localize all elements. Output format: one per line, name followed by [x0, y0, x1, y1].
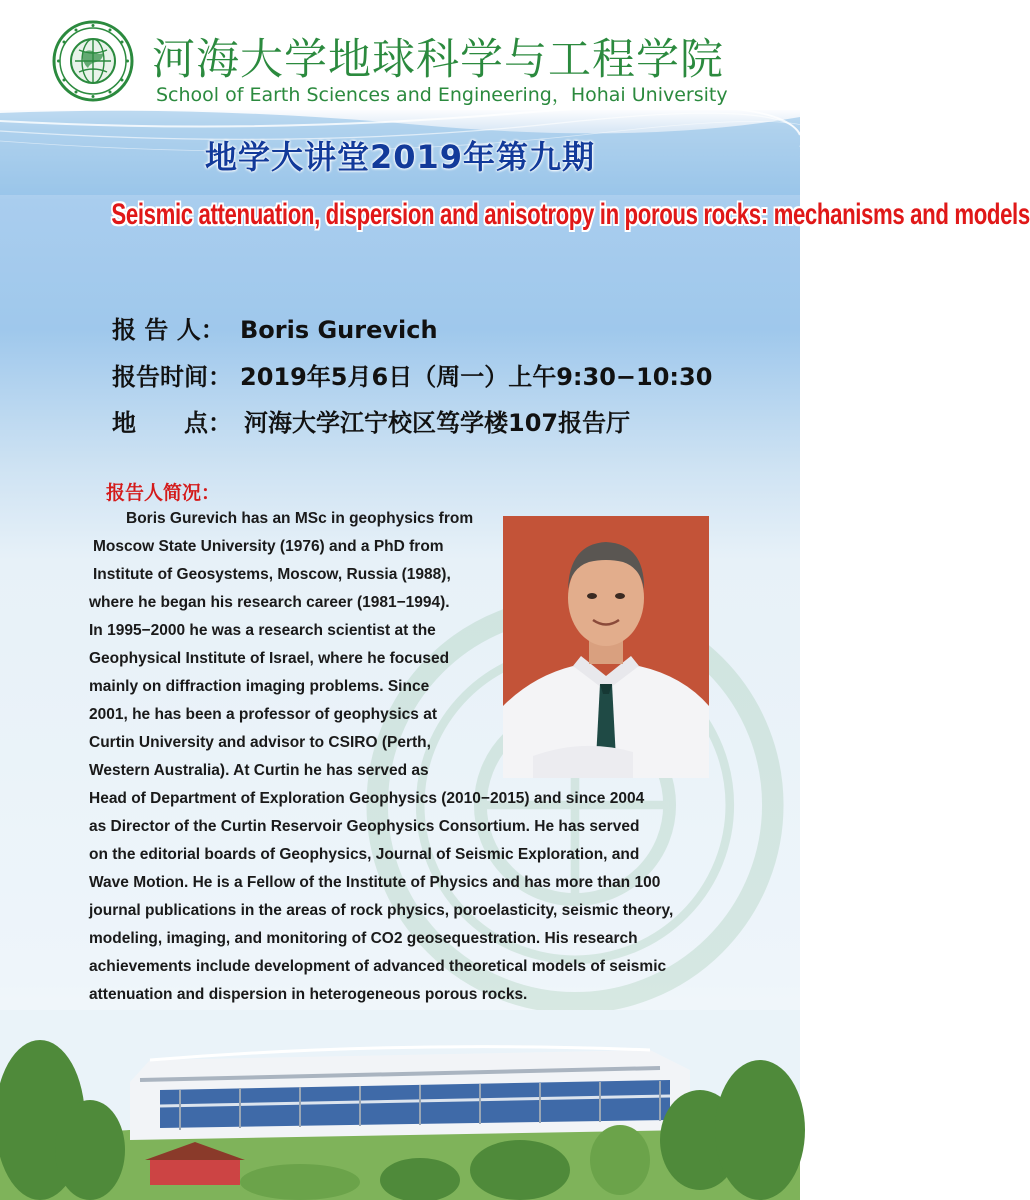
bio-line: Moscow State University (1976) and a PhD from — [93, 538, 444, 555]
place-row — [112, 403, 630, 438]
campus-stadium-illustration — [0, 1010, 800, 1200]
bio-line: In 1995−2000 he was a research scientist at the — [89, 622, 436, 639]
place-value: 河海大学江宁校区笃学楼107报告厅 — [244, 409, 631, 437]
bio-line: where he began his research career (1981−1994). — [89, 594, 450, 611]
place-label: 地 点： — [112, 409, 232, 437]
time-row — [112, 357, 712, 392]
bio-line: Western Australia). At Curtin he has served as — [89, 762, 429, 779]
bio-line: journal publications in the areas of rock physics, poroelasticity, seismic theory, — [89, 902, 674, 919]
bio-line: Geophysical Institute of Israel, where he focused — [89, 650, 450, 667]
bio-line: Institute of Geosystems, Moscow, Russia (1988), — [93, 566, 451, 583]
bio-line: modeling, imaging, and monitoring of CO2 geosequestration. His research — [89, 930, 638, 947]
speaker-portrait-photo — [503, 516, 709, 778]
lecture-series-heading: 地学大讲堂2019年第九期 — [204, 138, 596, 176]
time-value: 2019年5月6日（周一）上午9:30−10:30 — [240, 363, 713, 391]
speaker-label: 报 告 人： — [112, 316, 225, 344]
bio-line: 2001, he has been a professor of geophysics at — [89, 706, 438, 723]
bio-line: attenuation and dispersion in heterogeneous porous rocks. — [89, 986, 528, 1003]
school-title-cn: 河海大学地球科学与工程学院 — [152, 35, 724, 85]
bio-line: as Director of the Curtin Reservoir Geophysics Consortium. He has served — [89, 818, 640, 835]
bio-line: on the editorial boards of Geophysics, Journal of Seismic Exploration, and — [89, 846, 640, 863]
school-title-en: School of Earth Sciences and Engineering，Hohai University — [156, 84, 728, 106]
header — [0, 0, 800, 110]
bio-line: Head of Department of Exploration Geophysics (2010−2015) and since 2004 — [89, 790, 645, 807]
university-seal-icon — [52, 20, 134, 102]
bio-line: Wave Motion. He is a Fellow of the Institute of Physics and has more than 100 — [89, 874, 661, 891]
bio-line: achievements include development of advanced theoretical models of seismic — [89, 958, 667, 975]
speaker-value: Boris Gurevich — [240, 316, 438, 344]
talk-title: Seismic attenuation, dispersion and anisotropy in porous rocks: mechanisms and models — [111, 198, 1030, 231]
bio-line: Boris Gurevich has an MSc in geophysics from — [126, 510, 474, 527]
bio-heading: 报告人简况： — [106, 482, 221, 504]
time-label: 报告时间： — [112, 363, 232, 391]
speaker-row — [112, 310, 438, 345]
bio-line: Curtin University and advisor to CSIRO (Perth, — [89, 734, 431, 751]
bio-line: mainly on diffraction imaging problems. Since — [89, 678, 430, 695]
